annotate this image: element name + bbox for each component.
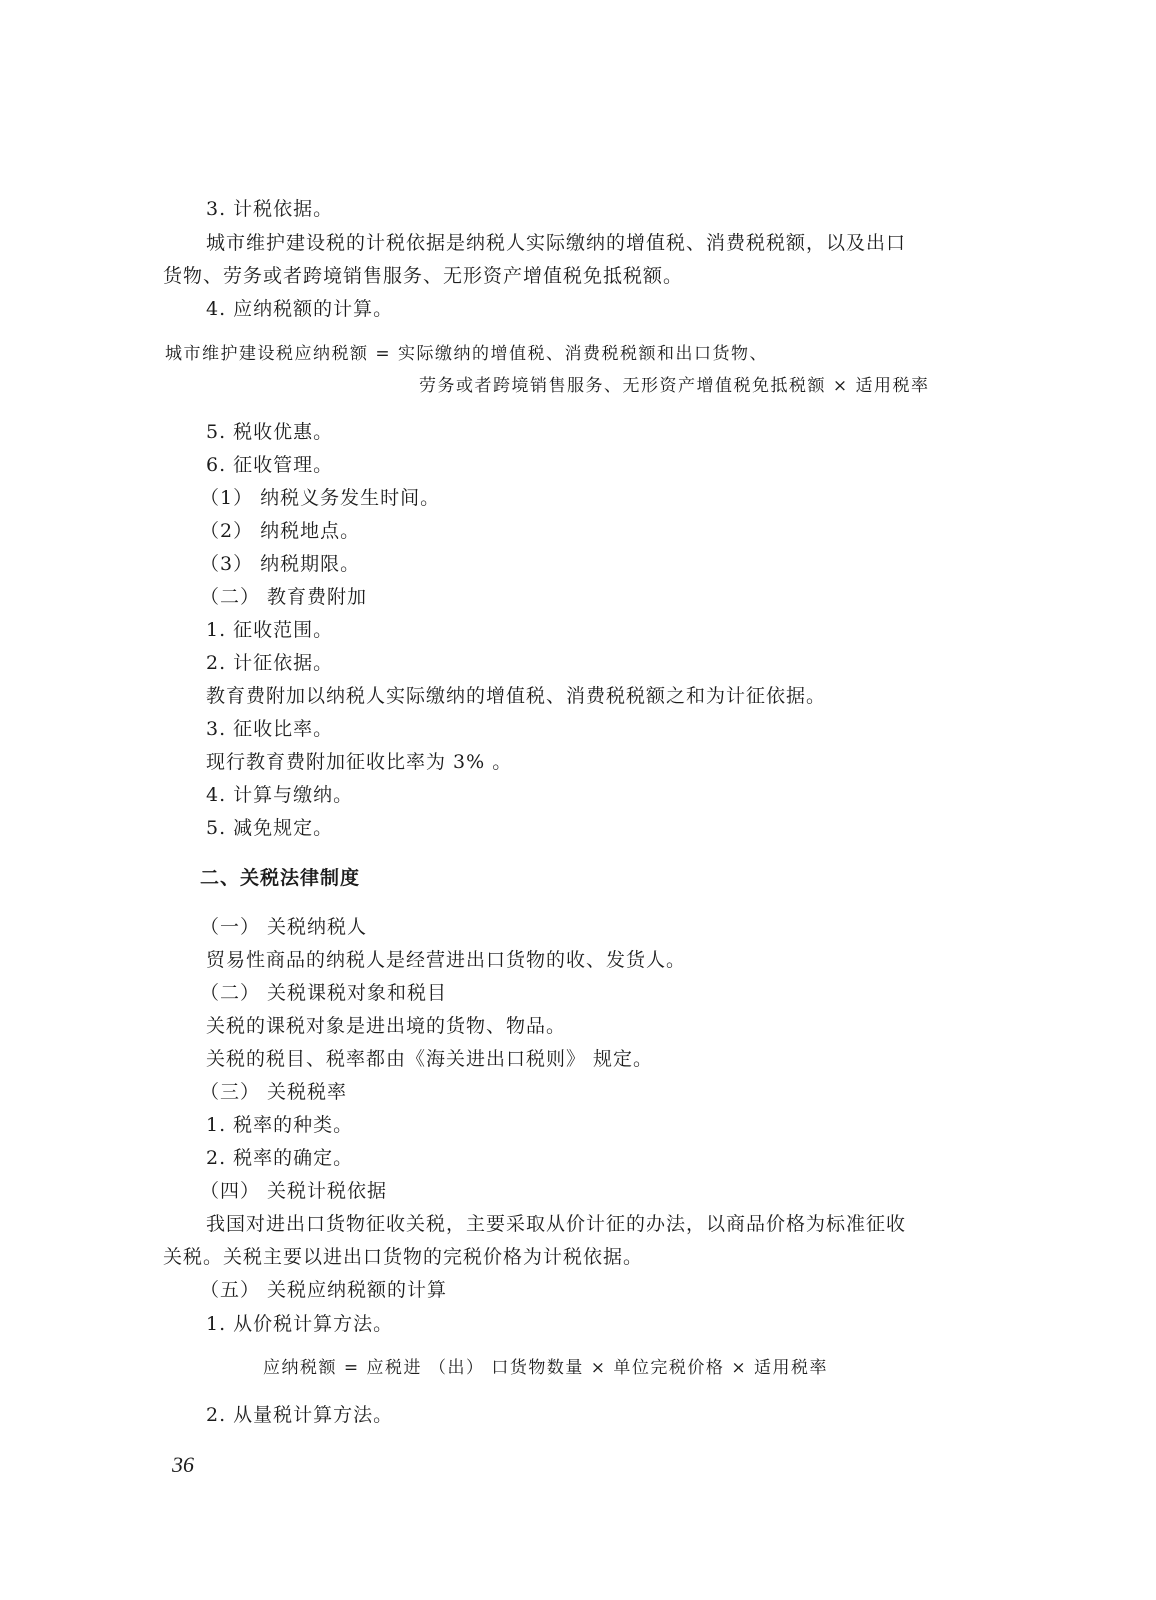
numbered-item: 1. 税率的种类。 — [206, 1114, 354, 1136]
numbered-item: 2. 从量税计算方法。 — [206, 1404, 394, 1426]
section-subheading: （二） 教育费附加 — [200, 586, 368, 608]
numbered-item-tax-calc: 4. 应纳税额的计算。 — [206, 298, 394, 320]
numbered-item: 6. 征收管理。 — [206, 454, 334, 476]
section-subheading: （四） 关税计税依据 — [200, 1180, 388, 1202]
numbered-item: 3. 征收比率。 — [206, 718, 334, 740]
paragraph-line: 我国对进出口货物征收关税，主要采取从价计征的办法，以商品价格为标准征收 — [206, 1213, 907, 1235]
sub-item: （1） 纳税义务发生时间。 — [200, 487, 441, 509]
paragraph-line: 城市维护建设税的计税依据是纳税人实际缴纳的增值税、消费税税额，以及出口 — [206, 232, 907, 254]
numbered-item: 2. 计征依据。 — [206, 652, 334, 674]
section-subheading: （五） 关税应纳税额的计算 — [200, 1279, 448, 1301]
section-subheading: （三） 关税税率 — [200, 1081, 348, 1103]
numbered-item: 2. 税率的确定。 — [206, 1147, 354, 1169]
section-subheading: （二） 关税课税对象和税目 — [200, 982, 448, 1004]
formula-line: 城市维护建设税应纳税额 = 实际缴纳的增值税、消费税税额和出口货物、 — [165, 344, 769, 364]
paragraph-line: 关税的税目、税率都由《海关进出口税则》 规定。 — [206, 1048, 654, 1070]
numbered-item: 5. 减免规定。 — [206, 817, 334, 839]
numbered-item: 4. 计算与缴纳。 — [206, 784, 354, 806]
numbered-item: 1. 从价税计算方法。 — [206, 1313, 394, 1335]
paragraph-line: 现行教育费附加征收比率为 3% 。 — [206, 751, 513, 773]
formula-line: 应纳税额 = 应税进 （出） 口货物数量 × 单位完税价格 × 适用税率 — [263, 1358, 828, 1378]
paragraph-line: 贸易性商品的纳税人是经营进出口货物的收、发货人。 — [206, 949, 687, 971]
numbered-item: 1. 征收范围。 — [206, 619, 334, 641]
section-heading: 二、关税法律制度 — [200, 867, 361, 889]
paragraph-line: 货物、劳务或者跨境销售服务、无形资产增值税免抵税额。 — [163, 265, 684, 287]
paragraph-line: 关税的课税对象是进出境的货物、物品。 — [206, 1015, 567, 1037]
page-number: 36 — [172, 1452, 194, 1477]
paragraph-line: 教育费附加以纳税人实际缴纳的增值税、消费税税额之和为计征依据。 — [206, 685, 827, 707]
sub-item: （2） 纳税地点。 — [200, 520, 361, 542]
numbered-item: 5. 税收优惠。 — [206, 421, 334, 443]
paragraph-line: 关税。关税主要以进出口货物的完税价格为计税依据。 — [163, 1246, 644, 1268]
sub-item: （3） 纳税期限。 — [200, 553, 361, 575]
formula-line: 劳务或者跨境销售服务、无形资产增值税免抵税额 × 适用税率 — [419, 376, 930, 396]
numbered-item-tax-basis: 3. 计税依据。 — [206, 198, 334, 220]
section-subheading: （一） 关税纳税人 — [200, 916, 368, 938]
